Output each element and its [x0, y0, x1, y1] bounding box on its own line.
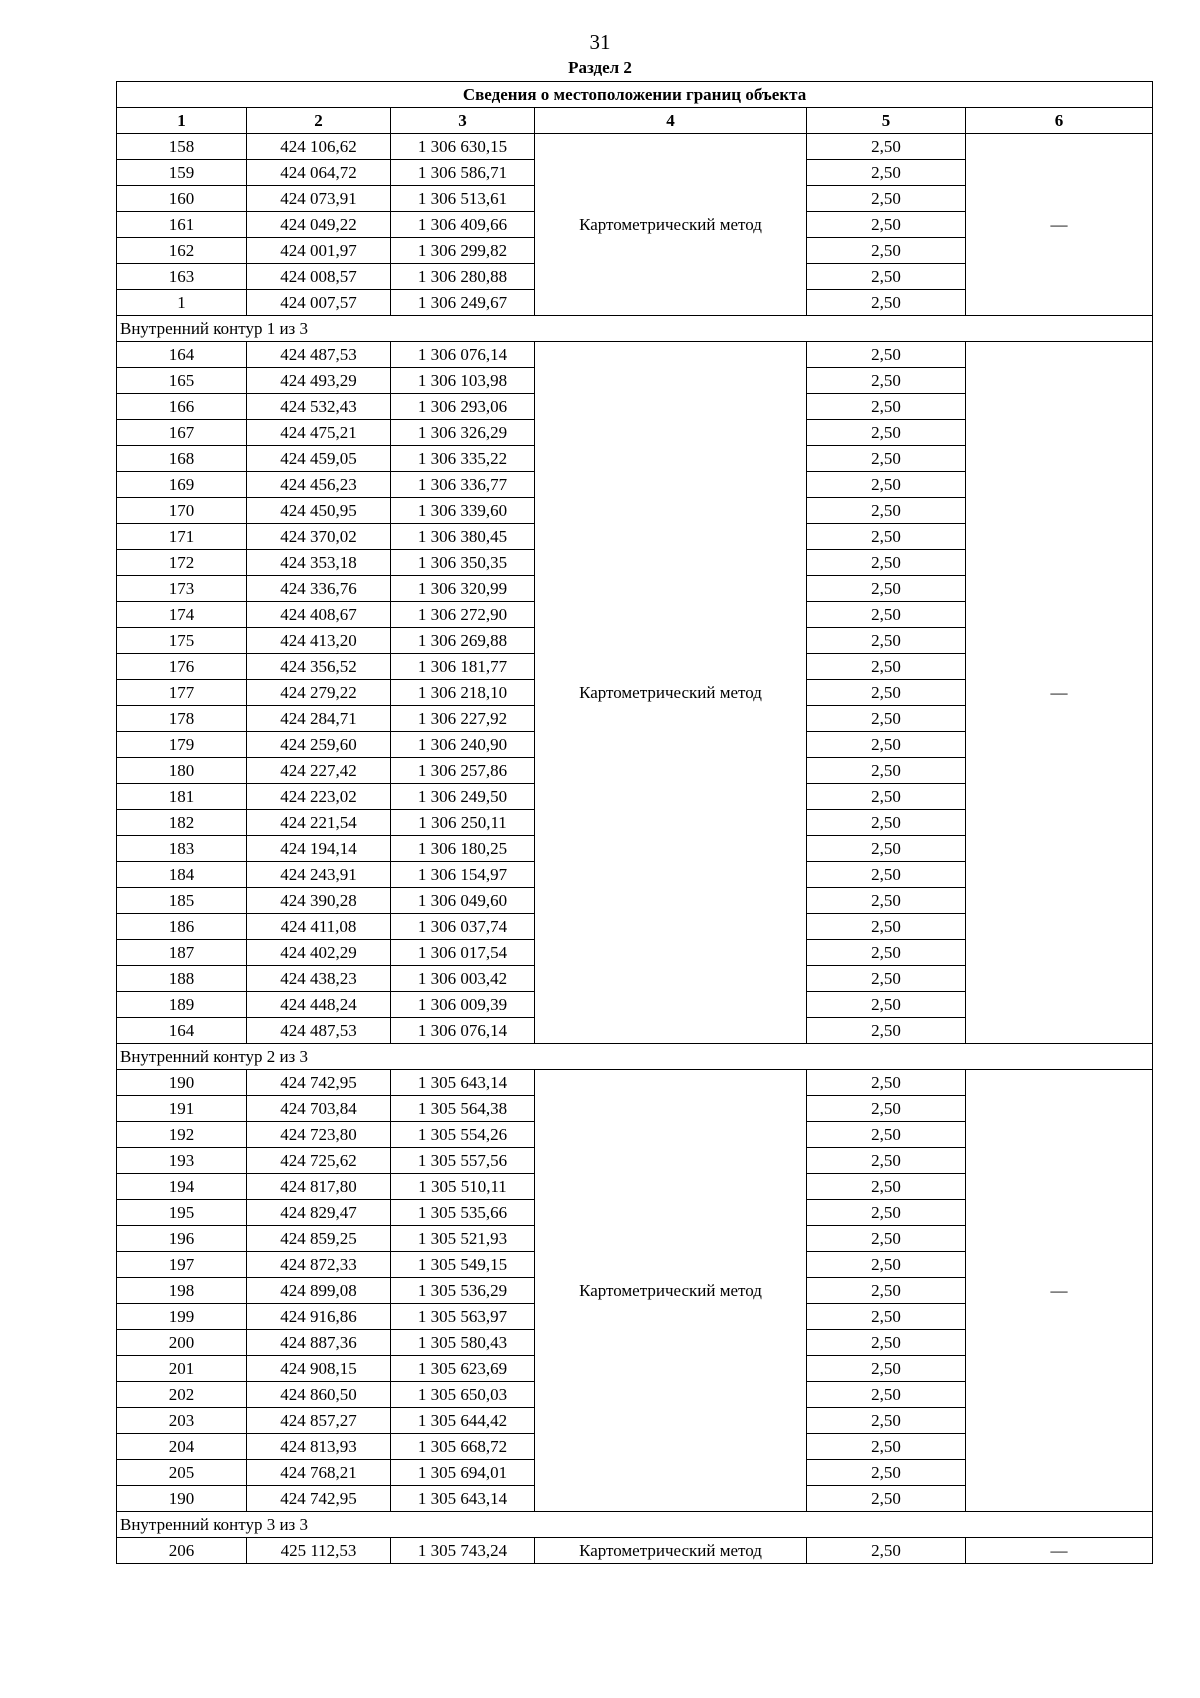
point-number-cell: 199	[117, 1304, 247, 1330]
accuracy-cell: 2,50	[807, 1122, 966, 1148]
accuracy-cell: 2,50	[807, 1018, 966, 1044]
point-number-cell: 192	[117, 1122, 247, 1148]
point-number-cell: 193	[117, 1148, 247, 1174]
y-coordinate-cell: 1 306 076,14	[391, 1018, 535, 1044]
accuracy-cell: 2,50	[807, 1460, 966, 1486]
y-coordinate-cell: 1 306 103,98	[391, 368, 535, 394]
column-6-cell: —	[966, 1538, 1153, 1564]
x-coordinate-cell: 424 001,97	[247, 238, 391, 264]
x-coordinate-cell: 424 413,20	[247, 628, 391, 654]
column-6-cell: —	[966, 1070, 1153, 1512]
y-coordinate-cell: 1 306 154,97	[391, 862, 535, 888]
x-coordinate-cell: 424 402,29	[247, 940, 391, 966]
x-coordinate-cell: 424 008,57	[247, 264, 391, 290]
point-number-cell: 197	[117, 1252, 247, 1278]
point-number-cell: 186	[117, 914, 247, 940]
accuracy-cell: 2,50	[807, 888, 966, 914]
y-coordinate-cell: 1 306 250,11	[391, 810, 535, 836]
accuracy-cell: 2,50	[807, 394, 966, 420]
point-number-cell: 158	[117, 134, 247, 160]
column-number: 2	[247, 108, 391, 134]
point-number-cell: 195	[117, 1200, 247, 1226]
point-number-cell: 161	[117, 212, 247, 238]
point-number-cell: 203	[117, 1408, 247, 1434]
y-coordinate-cell: 1 306 280,88	[391, 264, 535, 290]
table-row	[117, 1538, 1153, 1564]
column-number: 1	[117, 108, 247, 134]
x-coordinate-cell: 424 221,54	[247, 810, 391, 836]
x-coordinate-cell: 424 857,27	[247, 1408, 391, 1434]
accuracy-cell: 2,50	[807, 1486, 966, 1512]
point-number-cell: 201	[117, 1356, 247, 1382]
y-coordinate-cell: 1 306 218,10	[391, 680, 535, 706]
point-number-cell: 206	[117, 1538, 247, 1564]
y-coordinate-cell: 1 305 557,56	[391, 1148, 535, 1174]
point-number-cell: 170	[117, 498, 247, 524]
x-coordinate-cell: 424 817,80	[247, 1174, 391, 1200]
point-number-cell: 177	[117, 680, 247, 706]
point-number-cell: 169	[117, 472, 247, 498]
x-coordinate-cell: 424 243,91	[247, 862, 391, 888]
x-coordinate-cell: 424 336,76	[247, 576, 391, 602]
point-number-cell: 194	[117, 1174, 247, 1200]
accuracy-cell: 2,50	[807, 1408, 966, 1434]
accuracy-cell: 2,50	[807, 758, 966, 784]
accuracy-cell: 2,50	[807, 1330, 966, 1356]
x-coordinate-cell: 424 007,57	[247, 290, 391, 316]
point-number-cell: 189	[117, 992, 247, 1018]
accuracy-cell: 2,50	[807, 446, 966, 472]
table-body	[117, 82, 1153, 1564]
x-coordinate-cell: 424 284,71	[247, 706, 391, 732]
column-number-row	[117, 108, 1153, 134]
x-coordinate-cell: 424 899,08	[247, 1278, 391, 1304]
point-number-cell: 200	[117, 1330, 247, 1356]
y-coordinate-cell: 1 305 643,14	[391, 1070, 535, 1096]
method-cell: Картометрический метод	[535, 342, 807, 1044]
accuracy-cell: 2,50	[807, 342, 966, 368]
point-number-cell: 175	[117, 628, 247, 654]
y-coordinate-cell: 1 306 009,39	[391, 992, 535, 1018]
point-number-cell: 176	[117, 654, 247, 680]
x-coordinate-cell: 424 073,91	[247, 186, 391, 212]
accuracy-cell: 2,50	[807, 1148, 966, 1174]
point-number-cell: 205	[117, 1460, 247, 1486]
point-number-cell: 202	[117, 1382, 247, 1408]
accuracy-cell: 2,50	[807, 524, 966, 550]
x-coordinate-cell: 425 112,53	[247, 1538, 391, 1564]
point-number-cell: 190	[117, 1486, 247, 1512]
accuracy-cell: 2,50	[807, 1278, 966, 1304]
method-cell: Картометрический метод	[535, 134, 807, 316]
point-number-cell: 187	[117, 940, 247, 966]
accuracy-cell: 2,50	[807, 472, 966, 498]
accuracy-cell: 2,50	[807, 290, 966, 316]
accuracy-cell: 2,50	[807, 1538, 966, 1564]
y-coordinate-cell: 1 306 586,71	[391, 160, 535, 186]
contour-heading: Внутренний контур 1 из 3	[117, 316, 1153, 342]
y-coordinate-cell: 1 305 549,15	[391, 1252, 535, 1278]
x-coordinate-cell: 424 450,95	[247, 498, 391, 524]
x-coordinate-cell: 424 813,93	[247, 1434, 391, 1460]
y-coordinate-cell: 1 305 643,14	[391, 1486, 535, 1512]
point-number-cell: 173	[117, 576, 247, 602]
x-coordinate-cell: 424 908,15	[247, 1356, 391, 1382]
point-number-cell: 164	[117, 342, 247, 368]
x-coordinate-cell: 424 860,50	[247, 1382, 391, 1408]
contour-heading-row	[117, 1044, 1153, 1070]
accuracy-cell: 2,50	[807, 550, 966, 576]
x-coordinate-cell: 424 227,42	[247, 758, 391, 784]
accuracy-cell: 2,50	[807, 732, 966, 758]
x-coordinate-cell: 424 448,24	[247, 992, 391, 1018]
point-number-cell: 164	[117, 1018, 247, 1044]
accuracy-cell: 2,50	[807, 836, 966, 862]
accuracy-cell: 2,50	[807, 498, 966, 524]
point-number-cell: 160	[117, 186, 247, 212]
x-coordinate-cell: 424 887,36	[247, 1330, 391, 1356]
x-coordinate-cell: 424 493,29	[247, 368, 391, 394]
point-number-cell: 165	[117, 368, 247, 394]
caption-row	[117, 82, 1153, 108]
y-coordinate-cell: 1 305 554,26	[391, 1122, 535, 1148]
point-number-cell: 204	[117, 1434, 247, 1460]
x-coordinate-cell: 424 106,62	[247, 134, 391, 160]
y-coordinate-cell: 1 306 180,25	[391, 836, 535, 862]
accuracy-cell: 2,50	[807, 212, 966, 238]
point-number-cell: 178	[117, 706, 247, 732]
accuracy-cell: 2,50	[807, 628, 966, 654]
y-coordinate-cell: 1 306 249,50	[391, 784, 535, 810]
y-coordinate-cell: 1 305 510,11	[391, 1174, 535, 1200]
accuracy-cell: 2,50	[807, 1252, 966, 1278]
y-coordinate-cell: 1 306 076,14	[391, 342, 535, 368]
point-number-cell: 180	[117, 758, 247, 784]
y-coordinate-cell: 1 306 017,54	[391, 940, 535, 966]
x-coordinate-cell: 424 723,80	[247, 1122, 391, 1148]
accuracy-cell: 2,50	[807, 420, 966, 446]
x-coordinate-cell: 424 872,33	[247, 1252, 391, 1278]
y-coordinate-cell: 1 305 623,69	[391, 1356, 535, 1382]
x-coordinate-cell: 424 049,22	[247, 212, 391, 238]
table-caption: Сведения о местоположении границ объекта	[117, 82, 1153, 108]
accuracy-cell: 2,50	[807, 862, 966, 888]
y-coordinate-cell: 1 306 513,61	[391, 186, 535, 212]
x-coordinate-cell: 424 459,05	[247, 446, 391, 472]
y-coordinate-cell: 1 305 644,42	[391, 1408, 535, 1434]
point-number-cell: 159	[117, 160, 247, 186]
x-coordinate-cell: 424 370,02	[247, 524, 391, 550]
x-coordinate-cell: 424 703,84	[247, 1096, 391, 1122]
y-coordinate-cell: 1 306 293,06	[391, 394, 535, 420]
point-number-cell: 188	[117, 966, 247, 992]
y-coordinate-cell: 1 306 630,15	[391, 134, 535, 160]
page-number: 31	[589, 30, 611, 54]
x-coordinate-cell: 424 064,72	[247, 160, 391, 186]
accuracy-cell: 2,50	[807, 1226, 966, 1252]
x-coordinate-cell: 424 223,02	[247, 784, 391, 810]
x-coordinate-cell: 424 456,23	[247, 472, 391, 498]
y-coordinate-cell: 1 306 350,35	[391, 550, 535, 576]
point-number-cell: 167	[117, 420, 247, 446]
contour-heading-row	[117, 316, 1153, 342]
accuracy-cell: 2,50	[807, 680, 966, 706]
x-coordinate-cell: 424 353,18	[247, 550, 391, 576]
point-number-cell: 196	[117, 1226, 247, 1252]
point-number-cell: 163	[117, 264, 247, 290]
y-coordinate-cell: 1 306 257,86	[391, 758, 535, 784]
y-coordinate-cell: 1 306 339,60	[391, 498, 535, 524]
y-coordinate-cell: 1 306 320,99	[391, 576, 535, 602]
accuracy-cell: 2,50	[807, 368, 966, 394]
y-coordinate-cell: 1 305 521,93	[391, 1226, 535, 1252]
column-number: 6	[966, 108, 1153, 134]
y-coordinate-cell: 1 305 580,43	[391, 1330, 535, 1356]
x-coordinate-cell: 424 768,21	[247, 1460, 391, 1486]
y-coordinate-cell: 1 305 650,03	[391, 1382, 535, 1408]
contour-heading: Внутренний контур 3 из 3	[117, 1512, 1153, 1538]
y-coordinate-cell: 1 306 336,77	[391, 472, 535, 498]
point-number-cell: 185	[117, 888, 247, 914]
accuracy-cell: 2,50	[807, 264, 966, 290]
method-cell: Картометрический метод	[535, 1538, 807, 1564]
y-coordinate-cell: 1 306 335,22	[391, 446, 535, 472]
boundary-coordinates-table	[116, 81, 1153, 1564]
x-coordinate-cell: 424 742,95	[247, 1486, 391, 1512]
y-coordinate-cell: 1 305 564,38	[391, 1096, 535, 1122]
table-row	[117, 1070, 1153, 1096]
y-coordinate-cell: 1 306 272,90	[391, 602, 535, 628]
point-number-cell: 190	[117, 1070, 247, 1096]
accuracy-cell: 2,50	[807, 576, 966, 602]
column-6-cell: —	[966, 342, 1153, 1044]
accuracy-cell: 2,50	[807, 1070, 966, 1096]
x-coordinate-cell: 424 356,52	[247, 654, 391, 680]
x-coordinate-cell: 424 194,14	[247, 836, 391, 862]
accuracy-cell: 2,50	[807, 186, 966, 212]
accuracy-cell: 2,50	[807, 992, 966, 1018]
method-cell: Картометрический метод	[535, 1070, 807, 1512]
y-coordinate-cell: 1 306 299,82	[391, 238, 535, 264]
y-coordinate-cell: 1 305 535,66	[391, 1200, 535, 1226]
point-number-cell: 191	[117, 1096, 247, 1122]
accuracy-cell: 2,50	[807, 1382, 966, 1408]
point-number-cell: 182	[117, 810, 247, 836]
y-coordinate-cell: 1 306 181,77	[391, 654, 535, 680]
x-coordinate-cell: 424 487,53	[247, 342, 391, 368]
column-number: 4	[535, 108, 807, 134]
y-coordinate-cell: 1 306 003,42	[391, 966, 535, 992]
column-number: 5	[807, 108, 966, 134]
accuracy-cell: 2,50	[807, 1096, 966, 1122]
y-coordinate-cell: 1 306 269,88	[391, 628, 535, 654]
y-coordinate-cell: 1 305 536,29	[391, 1278, 535, 1304]
point-number-cell: 166	[117, 394, 247, 420]
accuracy-cell: 2,50	[807, 654, 966, 680]
x-coordinate-cell: 424 438,23	[247, 966, 391, 992]
y-coordinate-cell: 1 306 380,45	[391, 524, 535, 550]
point-number-cell: 179	[117, 732, 247, 758]
y-coordinate-cell: 1 306 227,92	[391, 706, 535, 732]
x-coordinate-cell: 424 829,47	[247, 1200, 391, 1226]
x-coordinate-cell: 424 390,28	[247, 888, 391, 914]
contour-heading: Внутренний контур 2 из 3	[117, 1044, 1153, 1070]
accuracy-cell: 2,50	[807, 1434, 966, 1460]
x-coordinate-cell: 424 487,53	[247, 1018, 391, 1044]
point-number-cell: 171	[117, 524, 247, 550]
column-6-cell: —	[966, 134, 1153, 316]
x-coordinate-cell: 424 279,22	[247, 680, 391, 706]
point-number-cell: 172	[117, 550, 247, 576]
table-row	[117, 342, 1153, 368]
accuracy-cell: 2,50	[807, 1356, 966, 1382]
point-number-cell: 174	[117, 602, 247, 628]
x-coordinate-cell: 424 532,43	[247, 394, 391, 420]
accuracy-cell: 2,50	[807, 706, 966, 732]
x-coordinate-cell: 424 408,67	[247, 602, 391, 628]
accuracy-cell: 2,50	[807, 966, 966, 992]
accuracy-cell: 2,50	[807, 134, 966, 160]
accuracy-cell: 2,50	[807, 160, 966, 186]
x-coordinate-cell: 424 259,60	[247, 732, 391, 758]
y-coordinate-cell: 1 306 240,90	[391, 732, 535, 758]
x-coordinate-cell: 424 725,62	[247, 1148, 391, 1174]
y-coordinate-cell: 1 305 743,24	[391, 1538, 535, 1564]
y-coordinate-cell: 1 306 249,67	[391, 290, 535, 316]
accuracy-cell: 2,50	[807, 940, 966, 966]
x-coordinate-cell: 424 859,25	[247, 1226, 391, 1252]
accuracy-cell: 2,50	[807, 602, 966, 628]
section-title: Раздел 2	[568, 58, 632, 77]
accuracy-cell: 2,50	[807, 914, 966, 940]
accuracy-cell: 2,50	[807, 238, 966, 264]
x-coordinate-cell: 424 475,21	[247, 420, 391, 446]
accuracy-cell: 2,50	[807, 1200, 966, 1226]
x-coordinate-cell: 424 411,08	[247, 914, 391, 940]
accuracy-cell: 2,50	[807, 810, 966, 836]
accuracy-cell: 2,50	[807, 1304, 966, 1330]
y-coordinate-cell: 1 306 326,29	[391, 420, 535, 446]
accuracy-cell: 2,50	[807, 1174, 966, 1200]
table-row	[117, 134, 1153, 160]
point-number-cell: 183	[117, 836, 247, 862]
point-number-cell: 168	[117, 446, 247, 472]
y-coordinate-cell: 1 306 409,66	[391, 212, 535, 238]
point-number-cell: 198	[117, 1278, 247, 1304]
point-number-cell: 184	[117, 862, 247, 888]
column-number: 3	[391, 108, 535, 134]
y-coordinate-cell: 1 305 563,97	[391, 1304, 535, 1330]
point-number-cell: 1	[117, 290, 247, 316]
point-number-cell: 181	[117, 784, 247, 810]
y-coordinate-cell: 1 305 668,72	[391, 1434, 535, 1460]
contour-heading-row	[117, 1512, 1153, 1538]
y-coordinate-cell: 1 306 037,74	[391, 914, 535, 940]
point-number-cell: 162	[117, 238, 247, 264]
x-coordinate-cell: 424 916,86	[247, 1304, 391, 1330]
y-coordinate-cell: 1 305 694,01	[391, 1460, 535, 1486]
y-coordinate-cell: 1 306 049,60	[391, 888, 535, 914]
x-coordinate-cell: 424 742,95	[247, 1070, 391, 1096]
accuracy-cell: 2,50	[807, 784, 966, 810]
